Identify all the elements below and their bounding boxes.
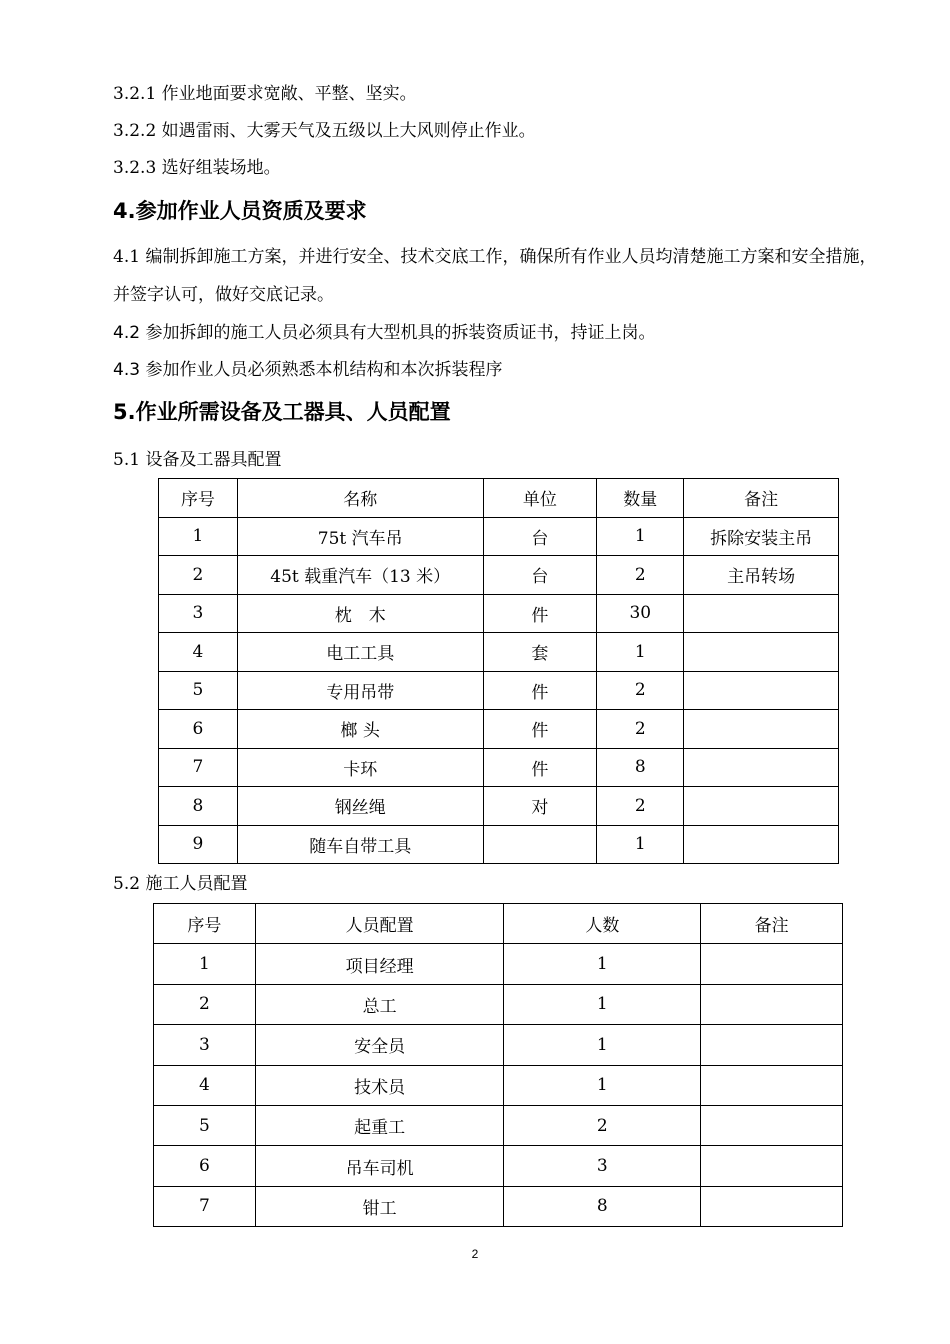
table-cell: 9 <box>159 825 238 864</box>
section-5-heading: 5.作业所需设备及工器具、人员配置 <box>113 400 451 424</box>
table-row <box>159 594 839 633</box>
table-row <box>154 1025 843 1065</box>
table-cell: 件 <box>483 594 597 633</box>
table-cell <box>701 944 843 984</box>
table-cell: 8 <box>597 748 684 787</box>
table-row <box>159 710 839 749</box>
table-header-row <box>159 479 839 518</box>
table-cell: 2 <box>597 710 684 749</box>
table-cell: 台 <box>483 517 597 556</box>
table-cell: 2 <box>504 1105 701 1145</box>
table-cell: 2 <box>597 671 684 710</box>
table-cell <box>483 825 597 864</box>
paragraph-4-3: 4.3 参加作业人员必须熟悉本机结构和本次拆装程序 <box>113 360 503 380</box>
table-row <box>159 556 839 595</box>
table-cell: 1 <box>597 825 684 864</box>
header-cell: 备注 <box>684 479 839 518</box>
table-cell: 1 <box>597 633 684 672</box>
table-cell: 5 <box>159 671 238 710</box>
table-cell <box>701 1186 843 1226</box>
table-cell: 3 <box>154 1025 256 1065</box>
equipment-table <box>158 478 839 864</box>
table-cell <box>684 787 839 826</box>
table-cell: 安全员 <box>255 1025 504 1065</box>
table-cell: 3 <box>504 1146 701 1186</box>
table-row <box>154 1186 843 1226</box>
table-cell: 电工工具 <box>237 633 483 672</box>
header-cell: 序号 <box>159 479 238 518</box>
table-cell <box>701 1065 843 1105</box>
table-cell <box>701 984 843 1024</box>
table-row <box>159 671 839 710</box>
table-cell: 1 <box>504 984 701 1024</box>
item-3-2-2: 3.2.2 如遇雷雨、大雾天气及五级以上大风则停止作业。 <box>113 121 536 141</box>
table-cell: 2 <box>597 787 684 826</box>
table-cell: 拆除安装主吊 <box>684 517 839 556</box>
table-cell <box>684 671 839 710</box>
table-cell: 2 <box>597 556 684 595</box>
table-cell: 件 <box>483 748 597 787</box>
header-cell: 备注 <box>701 904 843 944</box>
table-cell: 随车自带工具 <box>237 825 483 864</box>
table-cell: 6 <box>154 1146 256 1186</box>
table-row <box>159 517 839 556</box>
item-3-2-1: 3.2.1 作业地面要求宽敞、平整、坚实。 <box>113 84 417 104</box>
table-cell: 吊车司机 <box>255 1146 504 1186</box>
table-cell: 4 <box>159 633 238 672</box>
table-cell <box>684 633 839 672</box>
table-cell: 榔 头 <box>237 710 483 749</box>
header-cell: 数量 <box>597 479 684 518</box>
personnel-table <box>153 903 843 1227</box>
section-4-heading: 4.参加作业人员资质及要求 <box>113 199 367 223</box>
table-cell: 8 <box>159 787 238 826</box>
table-cell <box>701 1025 843 1065</box>
table-cell <box>684 710 839 749</box>
table-row <box>159 748 839 787</box>
table-cell: 起重工 <box>255 1105 504 1145</box>
table-row <box>154 1146 843 1186</box>
paragraph-4-1: 4.1 编制拆卸施工方案，并进行安全、技术交底工作，确保所有作业人员均清楚施工方案和安全措施，并签字认可，做好交底记录。 <box>113 247 877 305</box>
table-cell: 1 <box>504 1025 701 1065</box>
table-cell: 件 <box>483 710 597 749</box>
header-cell: 人员配置 <box>255 904 504 944</box>
table-cell: 枕 木 <box>237 594 483 633</box>
paragraph-4-2: 4.2 参加拆卸的施工人员必须具有大型机具的拆装资质证书，持证上岗。 <box>113 323 656 343</box>
table-cell: 1 <box>597 517 684 556</box>
table-cell: 30 <box>597 594 684 633</box>
table-row <box>154 1105 843 1145</box>
table-cell: 台 <box>483 556 597 595</box>
table-cell: 7 <box>159 748 238 787</box>
table-cell: 套 <box>483 633 597 672</box>
table-cell <box>684 825 839 864</box>
table-cell: 件 <box>483 671 597 710</box>
table-cell <box>684 594 839 633</box>
item-3-2-3: 3.2.3 选好组装场地。 <box>113 158 281 178</box>
table-cell: 技术员 <box>255 1065 504 1105</box>
table-cell: 总工 <box>255 984 504 1024</box>
table-cell: 1 <box>504 944 701 984</box>
table-cell: 1 <box>159 517 238 556</box>
table-cell: 4 <box>154 1065 256 1105</box>
table-cell: 75t 汽车吊 <box>237 517 483 556</box>
table-header-row <box>154 904 843 944</box>
table-cell <box>701 1146 843 1186</box>
subsection-5-1: 5.1 设备及工器具配置 <box>113 450 282 470</box>
table-row <box>159 825 839 864</box>
subsection-5-2: 5.2 施工人员配置 <box>113 874 248 894</box>
table-cell: 钢丝绳 <box>237 787 483 826</box>
table-cell: 钳工 <box>255 1186 504 1226</box>
table-cell: 6 <box>159 710 238 749</box>
table-cell: 1 <box>154 944 256 984</box>
table-row <box>154 984 843 1024</box>
page-number: 2 <box>471 1247 479 1261</box>
table-cell: 2 <box>154 984 256 1024</box>
table-cell: 对 <box>483 787 597 826</box>
table-cell: 8 <box>504 1186 701 1226</box>
header-cell: 名称 <box>237 479 483 518</box>
header-cell: 单位 <box>483 479 597 518</box>
table-cell <box>701 1105 843 1145</box>
table-cell: 项目经理 <box>255 944 504 984</box>
table-cell: 专用吊带 <box>237 671 483 710</box>
table-cell: 2 <box>159 556 238 595</box>
table-cell: 45t 载重汽车（13 米） <box>237 556 483 595</box>
table-row <box>154 944 843 984</box>
header-cell: 序号 <box>154 904 256 944</box>
table-row <box>159 787 839 826</box>
table-cell: 主吊转场 <box>684 556 839 595</box>
table-cell: 7 <box>154 1186 256 1226</box>
header-cell: 人数 <box>504 904 701 944</box>
table-cell: 卡环 <box>237 748 483 787</box>
table-row <box>159 633 839 672</box>
table-cell <box>684 748 839 787</box>
table-cell: 3 <box>159 594 238 633</box>
table-row <box>154 1065 843 1105</box>
table-cell: 1 <box>504 1065 701 1105</box>
table-cell: 5 <box>154 1105 256 1145</box>
